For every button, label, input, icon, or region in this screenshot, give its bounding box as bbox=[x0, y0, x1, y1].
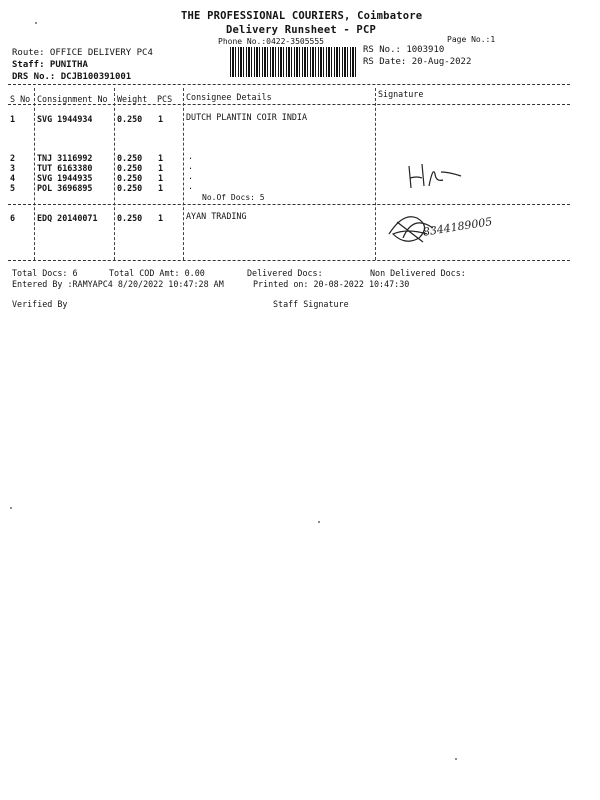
row-pcs: 1 bbox=[158, 153, 164, 163]
column-separator bbox=[375, 88, 376, 260]
printed-on: Printed on: 20-08-2022 10:47:30 bbox=[253, 279, 410, 289]
scan-speck bbox=[35, 22, 37, 24]
row-pcs: 1 bbox=[158, 183, 164, 193]
company-title: THE PROFESSIONAL COURIERS, Coimbatore bbox=[181, 10, 423, 22]
rs-number: RS No.: 1003910 bbox=[363, 45, 445, 55]
row-pcs: 1 bbox=[158, 213, 164, 223]
total-cod-amount: Total COD Amt: 0.00 bbox=[109, 268, 205, 278]
column-header-sno: S No bbox=[10, 94, 31, 104]
column-header-consignment: Consignment No bbox=[37, 94, 108, 104]
total-docs: Total Docs: 6 bbox=[12, 268, 78, 278]
table-top-rule bbox=[8, 84, 570, 85]
row-consignee: . bbox=[188, 151, 194, 161]
delivered-docs: Delivered Docs: bbox=[247, 268, 323, 278]
row-sno: 4 bbox=[10, 173, 16, 183]
row-consignment: POL 3696895 bbox=[37, 183, 93, 193]
column-header-consignee: Consignee Details bbox=[186, 92, 272, 102]
drs-number: DRS No.: DCJB100391001 bbox=[12, 72, 132, 82]
barcode-image bbox=[230, 47, 356, 77]
row-consignment: SVG 1944934 bbox=[37, 114, 93, 124]
phone-number: Phone No.:0422-3505555 bbox=[218, 37, 324, 46]
staff-signature-label: Staff Signature bbox=[273, 299, 349, 309]
row-weight: 0.250 bbox=[117, 183, 143, 193]
handwritten-signature bbox=[405, 158, 465, 192]
row-consignment: EDQ 20140071 bbox=[37, 213, 98, 223]
verified-by-label: Verified By bbox=[12, 299, 68, 309]
row-consignment: SVG 1944935 bbox=[37, 173, 93, 183]
entered-by: Entered By :RAMYAPC4 8/20/2022 10:47:28 AM bbox=[12, 279, 224, 289]
row-consignee: . bbox=[188, 171, 194, 181]
row-consignment: TNJ 3116992 bbox=[37, 153, 93, 163]
row-weight: 0.250 bbox=[117, 213, 143, 223]
page-number: Page No.:1 bbox=[447, 35, 496, 44]
row-weight: 0.250 bbox=[117, 163, 143, 173]
column-separator bbox=[34, 88, 35, 260]
row-weight: 0.250 bbox=[117, 173, 143, 183]
row-consignment: TUT 6163380 bbox=[37, 163, 93, 173]
non-delivered-docs: Non Delivered Docs: bbox=[370, 268, 466, 278]
runsheet-subtitle: Delivery Runsheet - PCP bbox=[226, 24, 376, 36]
row-weight: 0.250 bbox=[117, 153, 143, 163]
row-sno: 3 bbox=[10, 163, 16, 173]
column-separator bbox=[183, 88, 184, 260]
column-separator bbox=[114, 88, 115, 260]
scan-speck bbox=[318, 521, 320, 523]
route: Route: OFFICE DELIVERY PC4 bbox=[12, 48, 153, 58]
row-sno: 5 bbox=[10, 183, 16, 193]
handwritten-phone-number: 8344189005 bbox=[422, 215, 494, 239]
staff-name: Staff: PUNITHA bbox=[12, 60, 88, 70]
row-sno: 2 bbox=[10, 153, 16, 163]
row-weight: 0.250 bbox=[117, 114, 143, 124]
row-sno: 1 bbox=[10, 114, 16, 124]
row-consignee: AYAN TRADING bbox=[186, 211, 247, 221]
rs-date: RS Date: 20-Aug-2022 bbox=[363, 57, 472, 67]
scan-speck bbox=[455, 758, 457, 760]
row-pcs: 1 bbox=[158, 173, 164, 183]
group-doc-count: No.Of Docs: 5 bbox=[202, 193, 265, 202]
row-pcs: 1 bbox=[158, 114, 164, 124]
row-consignee: DUTCH PLANTIN COIR INDIA bbox=[186, 112, 308, 122]
row-sno: 6 bbox=[10, 213, 16, 223]
table-bottom-rule bbox=[8, 260, 570, 261]
column-header-weight: Weight bbox=[117, 94, 148, 104]
row-consignee: . bbox=[188, 181, 194, 191]
row-pcs: 1 bbox=[158, 163, 164, 173]
row-consignee: . bbox=[188, 161, 194, 171]
scan-speck bbox=[10, 507, 12, 509]
column-header-signature: Signature bbox=[378, 89, 424, 99]
column-header-pcs: PCS bbox=[157, 94, 173, 104]
table-header-rule bbox=[8, 104, 570, 105]
group-rule bbox=[8, 204, 570, 205]
